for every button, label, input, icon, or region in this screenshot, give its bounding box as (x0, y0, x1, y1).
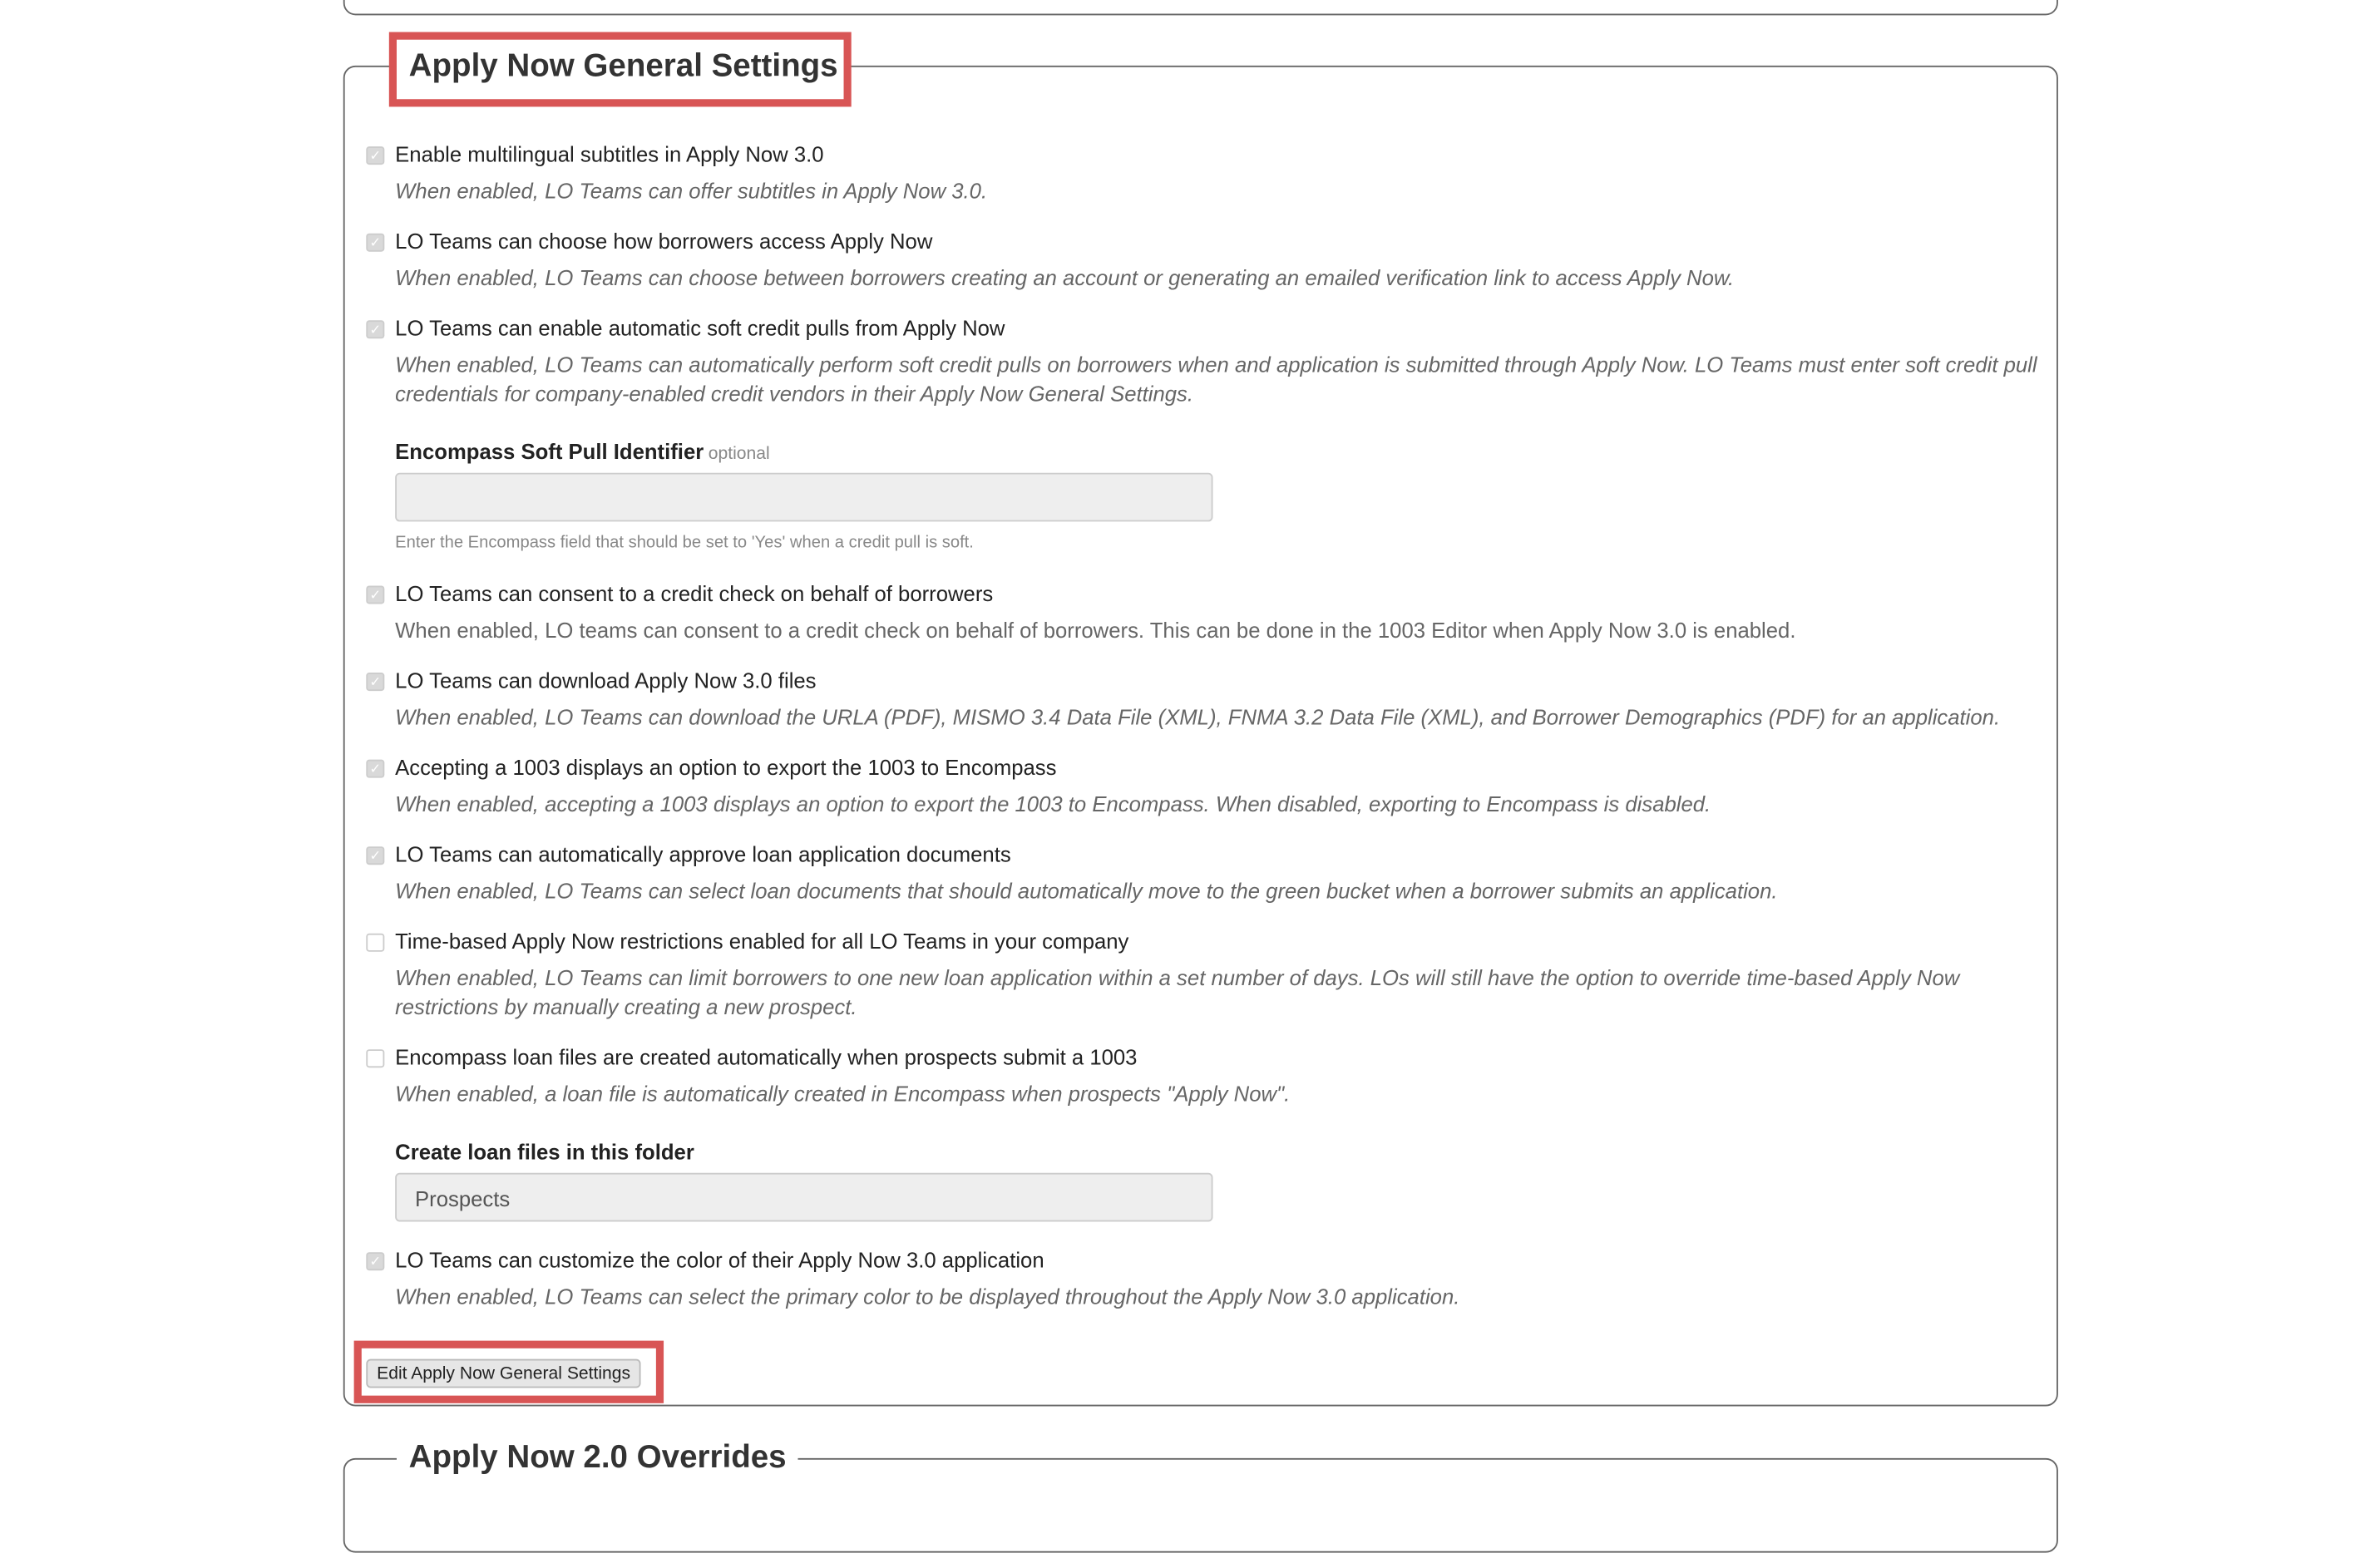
checkbox-export-1003[interactable]: ✓ (366, 760, 384, 778)
setting-description (395, 703, 2000, 732)
folder-label: Create loan files in this folder (395, 1139, 694, 1164)
previous-section-box (343, 0, 2058, 15)
setting-label: Enable multilingual subtitles in Apply Now 3.0 (395, 141, 824, 166)
description-line: When enabled, LO Teams can download the URLA (PDF), MISMO 3.4 Data File (XML), FNMA 3.2 Data File (XML), and Borrower Demographics (PDF) for an application. (395, 704, 2001, 729)
setting-label: Accepting a 1003 displays an option to export the 1003 to Encompass (395, 755, 1057, 780)
description-line: When enabled, LO teams can consent to a credit check on behalf of borrowers. This can be done in the 1003 Editor when Apply Now 3.0 is enabled. (395, 618, 1796, 643)
setting-description (395, 964, 1959, 1020)
checkbox-auto-create-loan-files[interactable] (366, 1049, 384, 1067)
overrides-section-title: Apply Now 2.0 Overrides (397, 1438, 798, 1478)
checkbox-consent-credit-check[interactable]: ✓ (366, 585, 384, 604)
checkbox-time-based-restrictions[interactable] (366, 934, 384, 952)
checkbox-auto-approve-documents[interactable]: ✓ (366, 846, 384, 865)
description-line: When enabled, LO Teams can offer subtitles in Apply Now 3.0. (395, 178, 988, 204)
description-line: credentials for company-enabled credit vendors in their Apply Now General Settings. (395, 380, 1194, 406)
checkbox-download-files[interactable]: ✓ (366, 673, 384, 691)
description-line: When enabled, LO Teams can limit borrowers to one new loan application within a set number of days. LOs will still have the option to override time-based Apply Now (395, 965, 1960, 990)
setting-label: Time-based Apply Now restrictions enabled for all LO Teams in your company (395, 929, 1129, 954)
setting-description (395, 351, 2037, 407)
checkbox-soft-credit-pulls[interactable]: ✓ (366, 320, 384, 338)
optional-tag: optional (708, 445, 770, 464)
checkbox-customize-color[interactable]: ✓ (366, 1252, 384, 1270)
edit-general-settings-button[interactable]: Edit Apply Now General Settings (366, 1359, 641, 1388)
setting-description (395, 1080, 1290, 1108)
loan-folder-input[interactable]: Prospects (395, 1173, 1212, 1222)
description-line: When enabled, LO Teams can choose between borrowers creating an account or generating an emailed verification link to access Apply Now. (395, 265, 1735, 290)
description-line: When enabled, LO Teams can select loan documents that should automatically move to the green bucket when a borrower submits an application. (395, 878, 1778, 904)
setting-label: LO Teams can enable automatic soft credit pulls from Apply Now (395, 315, 1005, 341)
description-line: When enabled, LO Teams can select the primary color to be displayed throughout the Apply Now 3.0 application. (395, 1284, 1460, 1309)
section-title: Apply Now General Settings (397, 47, 850, 87)
setting-description (395, 790, 1711, 818)
soft-pull-label (395, 439, 770, 463)
soft-pull-identifier-input[interactable] (395, 473, 1212, 522)
checkbox-borrower-access[interactable]: ✓ (366, 234, 384, 252)
soft-pull-help: Enter the Encompass field that should be set to 'Yes' when a credit pull is soft. (395, 534, 974, 553)
button-highlight (354, 1341, 664, 1403)
setting-description (395, 1283, 1459, 1311)
setting-description (395, 264, 1734, 292)
description-line: When enabled, accepting a 1003 displays an option to export the 1003 to Encompass. When disabled, exporting to Encompass is disabled. (395, 791, 1711, 816)
description-line: When enabled, LO Teams can automatically perform soft credit pulls on borrowers when and application is submitted through Apply Now. LO Teams must enter soft credit pull (395, 352, 2037, 377)
checkbox-multilingual-subtitles[interactable]: ✓ (366, 146, 384, 165)
setting-description (395, 616, 1795, 644)
setting-label: LO Teams can download Apply Now 3.0 files (395, 668, 817, 693)
setting-label: LO Teams can customize the color of their Apply Now 3.0 application (395, 1247, 1044, 1273)
title-highlight (389, 32, 852, 107)
description-line: When enabled, a loan file is automatically created in Encompass when prospects "Apply Now". (395, 1081, 1291, 1107)
setting-label: LO Teams can consent to a credit check on behalf of borrowers (395, 580, 994, 606)
setting-description (395, 877, 1777, 905)
setting-label: LO Teams can automatically approve loan application documents (395, 841, 1011, 867)
setting-label: Encompass loan files are created automatically when prospects submit a 1003 (395, 1044, 1138, 1070)
soft-pull-label-text: Encompass Soft Pull Identifier (395, 439, 704, 464)
description-line: restrictions by manually creating a new prospect. (395, 993, 857, 1018)
setting-label: LO Teams can choose how borrowers access Apply Now (395, 229, 933, 254)
setting-description (395, 177, 987, 205)
